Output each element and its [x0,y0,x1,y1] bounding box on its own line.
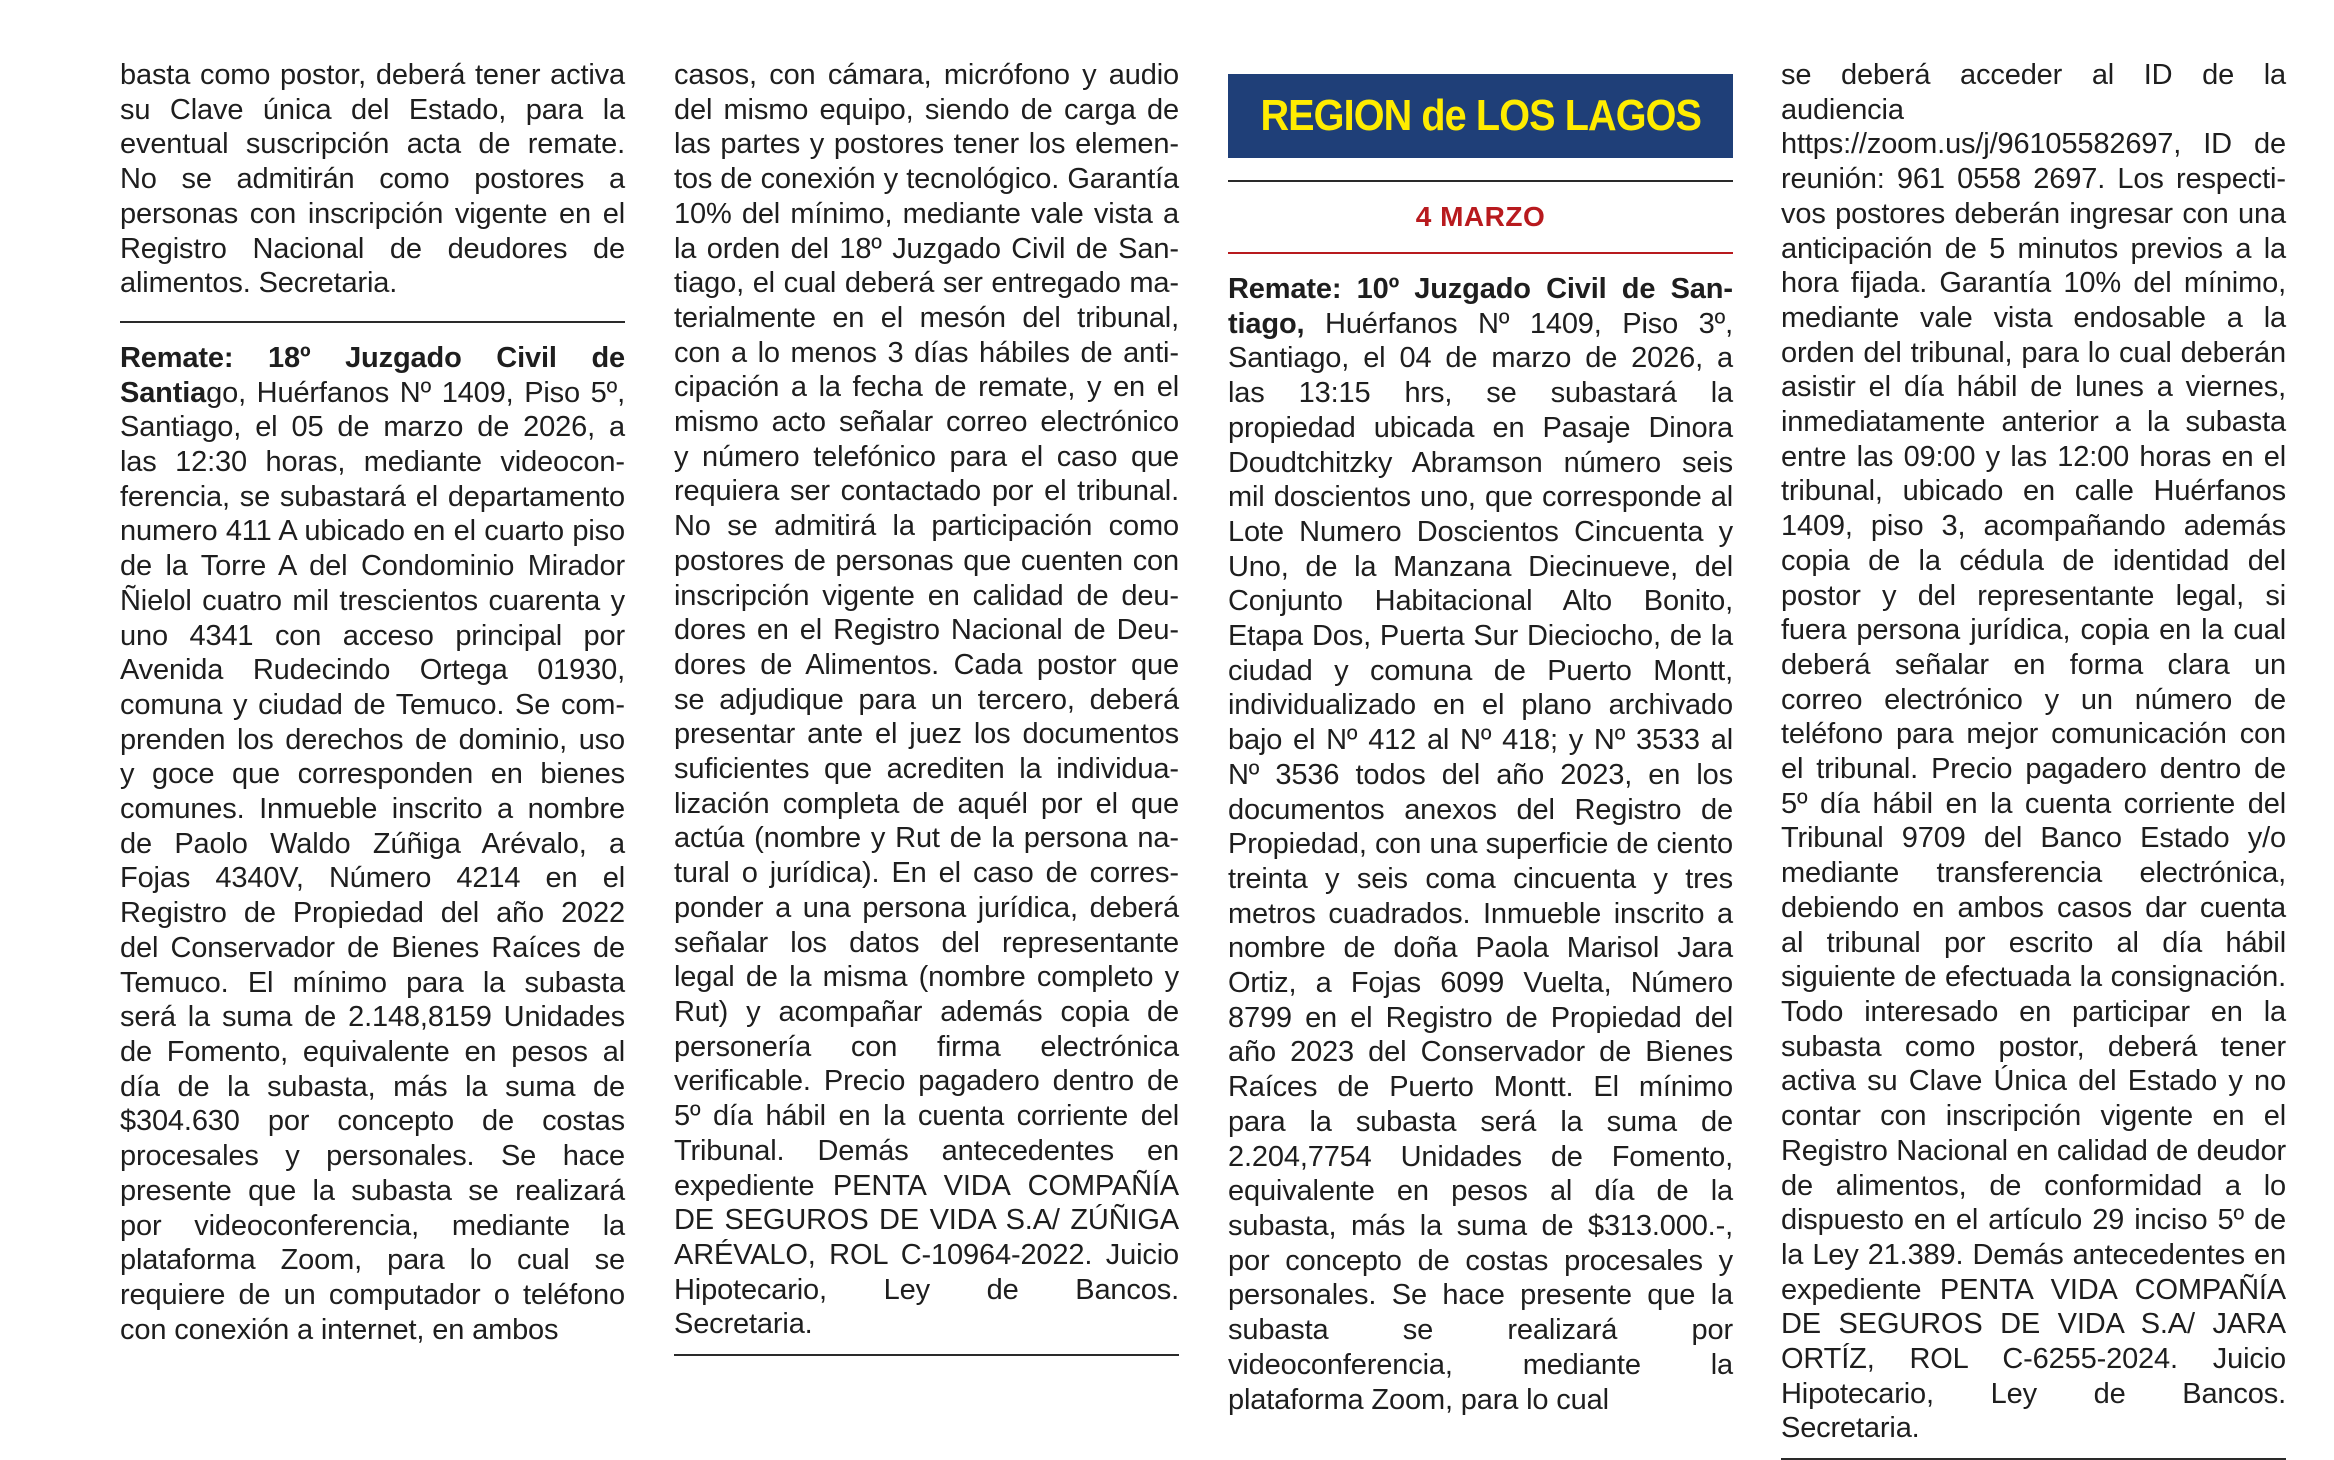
notice-continuation-text: se deberá acceder al ID de la audiencia https://zoom.us/j/96105582697, ID de reunión: 961 0558 2697. Los respectivos postores deberán ingresar con una anticipación de 5 minutos previos a la hora fijada. Garantía 10% del mínimo, mediante vale vista endosable a la orden del tribunal, para lo cual deberán asistir el día hábil de lunes a viernes, inmediatamente anterior a la subasta entre las 09:00 y las 12:00 horas en el tribunal, ubicado en calle Huérfanos 1409, piso 3, acompañando además copia de la cédula de identidad del postor y del representante legal, si fuera persona jurídica, copia en la cual deberá señalar en forma clara un correo electrónico y un número de teléfono para mejor comunicación con el tribunal. Precio pagadero dentro de 5º día hábil en la cuenta corriente del Tribunal 9709 del Banco Estado y/o mediante transferencia electrónica, debiendo en ambos casos dar cuenta al tribunal por escrito al día hábil siguiente de efectuada la consignación. Todo interesado en participar en la subasta como postor, deberá tener activa su Clave Única del Estado y no contar con inscripción vigente en el Registro Nacional en calidad de deudor de alimentos, de conformidad a lo dispuesto en el artículo 29 inciso 5º de la Ley 21.389. Demás antecedentes en expediente PENTA VIDA COMPAÑÍA DE SEGUROS DE VIDA S.A/ JARA ORTÍZ, ROL C-6255-2024. Juicio Hipotecario, Ley de Bancos. Secretaria. [1781,59,2286,1445]
notice-body-text: Huérfanos Nº 1409, Piso 3º, Santiago, el 04 de marzo de 2026, a las 13:15 hrs, se subastará la propiedad ubicada en Pasaje Dinora Doudtchitzky Abramson número seis mil doscientos uno, que corresponde al Lote Numero Doscientos Cincuenta y Uno, de la Manzana Diecinueve, del Conjunto Habitacional Alto Bonito, Etapa Dos, Puerta Sur Dieciocho, de la ciudad y comuna de Puerto Montt, individualizado en el plano archivado bajo el Nº 412 al Nº 418; y Nº 3533 al Nº 3536 todos del año 2023, en los documentos anexos del Registro de Propiedad, con una superficie de ciento treinta y seis coma cincuenta y tres metros cuadrados. Inmueble inscrito a nombre de doña Paola Marisol Jara Ortiz, a Fojas 6099 Vuelta, Número 8799 en el Registro de Propiedad del año 2023 del Conservador de Bienes Raíces de Puerto Montt. El mínimo para la subasta será la suma de 2.204,7754 Unidades de Fomento, equivalente en pesos al día de la subasta, más la suma de $313.000.-, por concepto de costas procesales y personales. Se hace presente que la subasta se realizará por videoconferencia, mediante la plataforma Zoom, para lo cual [1228,307,1733,1416]
notice-10-juzgado [1228,272,1733,1417]
region-title: REGION de LOS LAGOS [1260,91,1701,140]
column-4 [1781,58,2286,1460]
column-end-rule [674,1354,1179,1356]
notice-18-juzgado [120,341,625,1347]
notice-continuation-text: basta como postor, deberá tener activa su Clave única del Estado, para la eventual suscripción acta de remate. No se admitirán como postores a personas con inscripción vigente en el Registro Nacional de deudores de alimentos. Secretaria. [120,59,625,300]
notice-heading: Remate: 10º Juzgado Civil de Santiago, [1228,273,1733,340]
notice-heading: Remate: 18º Juzgado Civil de Santia [120,341,625,409]
column-1 [120,58,625,1347]
notice-body-text: go, Huérfanos Nº 1409, Piso 5º, Santiago, el 05 de marzo de 2026, a las 12:30 horas, mediante videoconferencia, se subastará el departamento numero 411 A ubicado en el cuarto piso de la Torre A del Condominio Mirador Ñielol cuatro mil trescientos cuarenta y uno 4341 con acceso principal por Avenida Rudecindo Ortega 01930, comuna y ciudad de Temuco. Se comprenden los derechos de dominio, uso y goce que corresponden en bienes comunes. Inmueble inscrito a nombre de Paolo Waldo Zúñiga Arévalo, a Fojas 4340V, Número 4214 en el Registro de Propiedad del año 2022 del Conservador de Bienes Raíces de Temuco. El mínimo para la subasta será la suma de 2.148,8159 Unidades de Fomento, equivalente en pesos al día de la subasta, más la suma de $304.630 por concepto de costas procesales y personales. Se hace presente que la subasta se realizará por videoconferencia, mediante la plataforma Zoom, para lo cual se requiere de un computador o teléfono con conexión a internet, en ambos [120,376,625,1346]
column-divider [120,321,625,323]
date-divider [1228,252,1733,254]
column-3 [1228,58,1733,1417]
column-2 [674,58,1179,1356]
date-label: 4 MARZO [1415,201,1546,232]
region-header-banner [1228,74,1733,158]
notice-continuation-text: casos, con cámara, micrófono y audio del mismo equipo, siendo de carga de las partes y postores tener los elementos de conexión y tecnológico. Garantía 10% del mínimo, mediante vale vista a la orden del 18º Juzgado Civil de Santiago, el cual deberá ser entregado materialmente en el mesón del tribunal, con a lo menos 3 días hábiles de anticipación a la fecha de remate, y en el mismo acto señalar correo electrónico y número telefónico para el caso que requiera ser contactado por el tribunal. No se admitirá la participación como postores de personas que cuenten con inscripción vigente en calidad de deudores en el Registro Nacional de Deudores de Alimentos. Cada postor que se adjudique para un tercero, deberá presentar ante el juez los documentos suficientes que acrediten la individualización completa de aquél por el que actúa (nombre y Rut de la persona natural o jurídica). En el caso de corresponder a una persona jurídica, deberá señalar los datos del representante legal de la misma (nombre completo y Rut) y acompañar además copia de personería con firma electrónica verificable. Precio pagadero dentro de 5º día hábil en la cuenta corriente del Tribunal. Demás antecedentes en expediente PENTA VIDA COMPAÑÍA DE SEGUROS DE VIDA S.A/ ZÚÑIGA ARÉVALO, ROL C-10964-2022. Juicio Hipotecario, Ley de Bancos. Secretaria. [674,59,1179,1341]
